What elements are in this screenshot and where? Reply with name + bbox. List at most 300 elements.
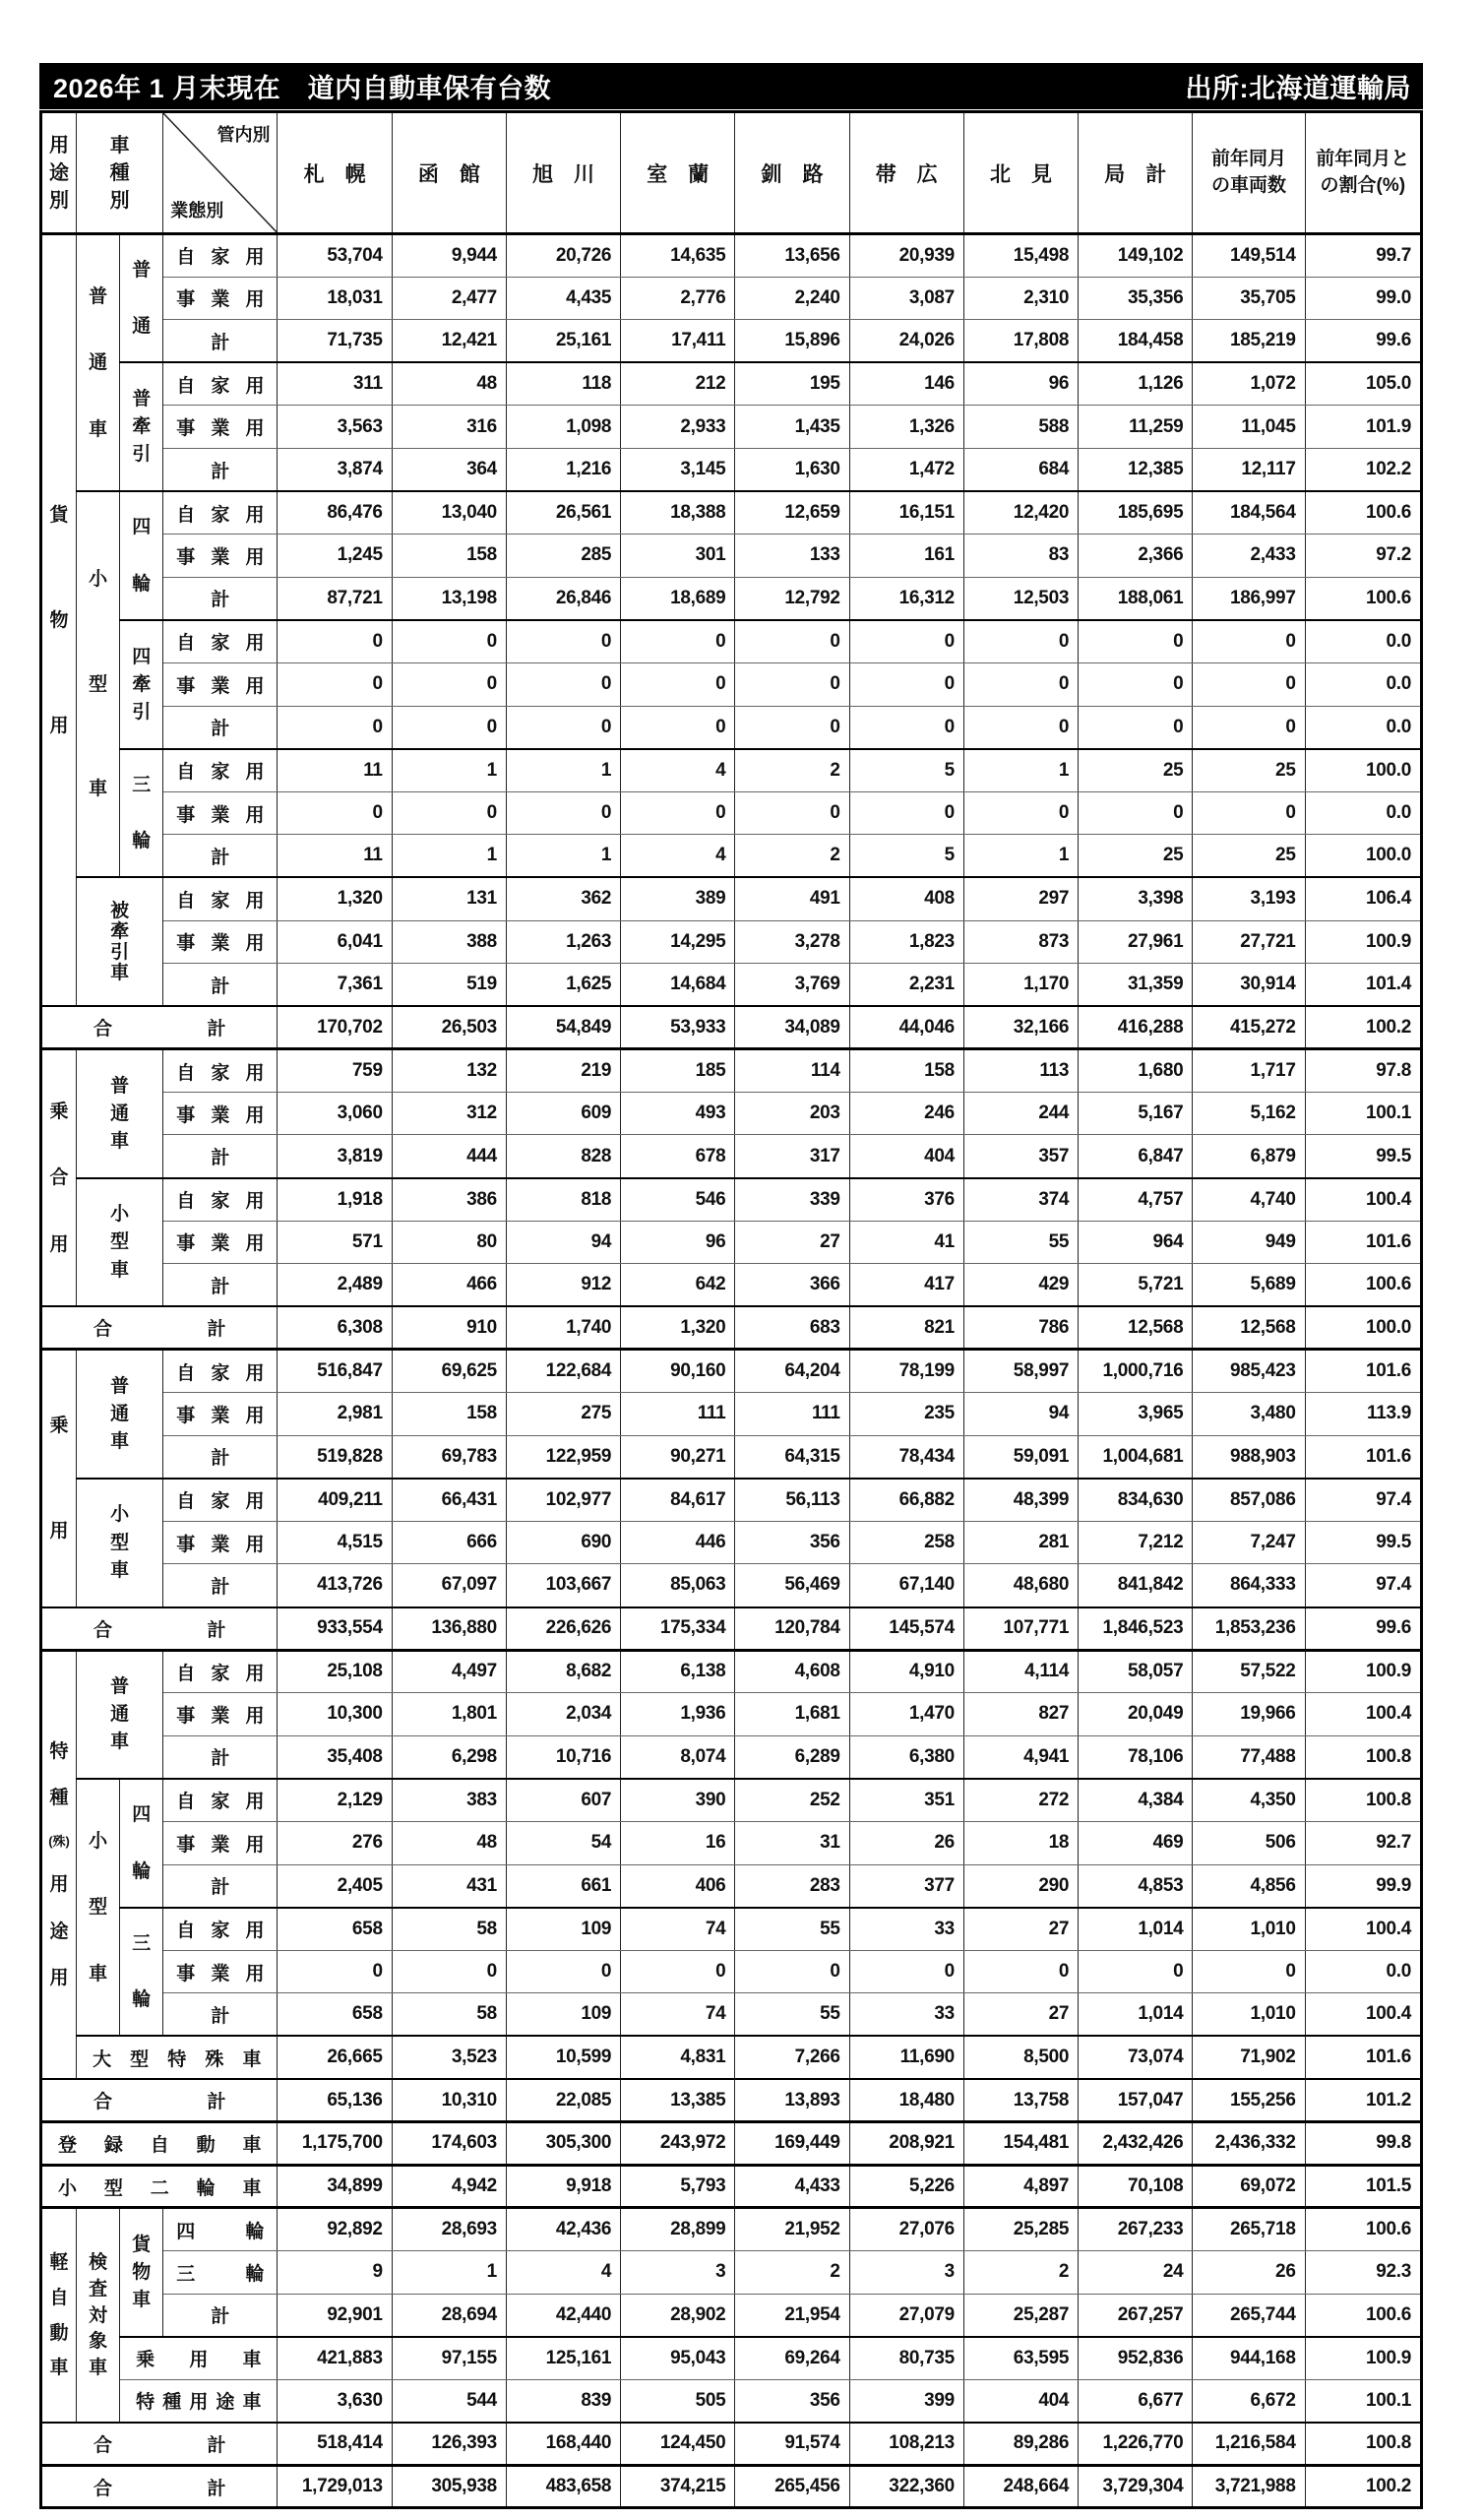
value-cell: 33 xyxy=(849,1908,963,1951)
table-row xyxy=(41,1435,1422,1479)
value-cell: 1,226,770 xyxy=(1079,2423,1193,2466)
label-char: 用 xyxy=(245,289,265,311)
label-char: 計 xyxy=(207,2478,226,2499)
label-char: 事 xyxy=(176,418,196,440)
value-cell: 1 xyxy=(963,835,1078,878)
value-cell: 95,043 xyxy=(621,2337,735,2380)
value-cell: 1,846,523 xyxy=(1079,1607,1193,1651)
value-cell: 5,689 xyxy=(1193,1264,1305,1307)
label-char: 業 xyxy=(211,1233,230,1255)
ratio-cell: 100.4 xyxy=(1305,1908,1421,1951)
col-header-office-asahikawa: 旭川 xyxy=(506,112,620,234)
value-cell: 14,295 xyxy=(621,920,735,964)
value-cell: 58 xyxy=(392,1993,506,2037)
value-cell: 58,057 xyxy=(1079,1650,1193,1693)
value-cell: 21,954 xyxy=(735,2294,849,2337)
value-cell: 69,625 xyxy=(392,1350,506,1393)
label-char: 業 xyxy=(211,418,230,440)
row-label xyxy=(163,234,278,278)
label-char: 大 xyxy=(93,2048,112,2070)
label-char: 家 xyxy=(211,890,230,912)
value-cell: 12,503 xyxy=(963,577,1078,620)
value-cell: 91,574 xyxy=(735,2423,849,2466)
value-cell: 683 xyxy=(735,1306,849,1350)
value-cell: 7,212 xyxy=(1079,1521,1193,1564)
value-cell: 169,449 xyxy=(735,2122,849,2166)
value-cell: 0 xyxy=(278,662,392,706)
table-row xyxy=(41,577,1422,620)
label-char: 事 xyxy=(176,675,196,697)
value-cell: 1 xyxy=(963,749,1078,792)
value-cell: 11,690 xyxy=(849,2036,963,2079)
value-cell: 1,435 xyxy=(735,406,849,449)
label-char: 普 xyxy=(132,259,152,281)
label-char: 用 xyxy=(189,2350,209,2371)
value-cell: 13,198 xyxy=(392,577,506,620)
table-row xyxy=(41,2294,1422,2337)
row-label xyxy=(163,1993,278,2037)
value-cell: 78,106 xyxy=(1079,1735,1193,1779)
label-char: 自 xyxy=(176,1491,196,1513)
value-cell: 248,664 xyxy=(963,2465,1078,2508)
value-cell: 15,896 xyxy=(735,320,849,363)
value-cell: 1,680 xyxy=(1079,1049,1193,1093)
row-label xyxy=(120,2379,278,2423)
label-char: 計 xyxy=(211,1448,230,1470)
value-cell: 6,138 xyxy=(621,1650,735,1693)
value-cell: 94 xyxy=(506,1221,620,1264)
value-cell: 24 xyxy=(1079,2250,1193,2294)
value-cell: 70,108 xyxy=(1079,2165,1193,2208)
value-cell: 28,693 xyxy=(392,2208,506,2251)
value-cell: 4,910 xyxy=(849,1650,963,1693)
table-row xyxy=(41,791,1422,835)
value-cell: 107,771 xyxy=(963,1607,1078,1651)
value-cell: 4,435 xyxy=(506,277,620,320)
label-char: 車 xyxy=(242,2048,262,2070)
table-row xyxy=(41,2208,1422,2251)
label-char: 二 xyxy=(150,2177,169,2199)
label-char: 事 xyxy=(176,1104,196,1126)
value-cell: 35,705 xyxy=(1193,277,1305,320)
value-cell: 519,828 xyxy=(278,1435,392,1479)
label-char: 自 xyxy=(176,1362,196,1384)
value-cell: 356 xyxy=(735,2379,849,2423)
label-char: 用 xyxy=(245,1921,265,1942)
value-cell: 1,326 xyxy=(849,406,963,449)
value-cell: 0 xyxy=(278,706,392,749)
value-cell: 26 xyxy=(1193,2250,1305,2294)
ratio-cell: 100.4 xyxy=(1305,1693,1421,1736)
table-row xyxy=(41,2337,1422,2380)
value-cell: 0 xyxy=(1193,620,1305,663)
value-cell: 267,233 xyxy=(1079,2208,1193,2251)
value-cell: 0 xyxy=(506,1950,620,1993)
label-char: 輪 xyxy=(132,573,152,595)
value-cell: 1,853,236 xyxy=(1193,1607,1305,1651)
value-cell: 44,046 xyxy=(849,1006,963,1049)
col-header-ratio: 前年同月と の割合(%) xyxy=(1305,112,1421,234)
value-cell: 12,117 xyxy=(1193,448,1305,491)
value-cell: 89,286 xyxy=(963,2423,1078,2466)
row-label xyxy=(41,1650,77,2079)
row-label xyxy=(163,1435,278,1479)
value-cell: 16 xyxy=(621,1821,735,1864)
table-row xyxy=(41,1350,1422,1393)
value-cell: 666 xyxy=(392,1521,506,1564)
value-cell: 6,380 xyxy=(849,1735,963,1779)
value-cell: 388 xyxy=(392,920,506,964)
value-cell: 3,060 xyxy=(278,1092,392,1135)
value-cell: 0 xyxy=(735,791,849,835)
value-cell: 1,936 xyxy=(621,1693,735,1736)
value-cell: 322,360 xyxy=(849,2465,963,2508)
value-cell: 226,626 xyxy=(506,1607,620,1651)
value-cell: 404 xyxy=(849,1135,963,1178)
col-header-bureau-total: 局計 xyxy=(1079,112,1193,234)
label-char: 計 xyxy=(211,1276,230,1297)
row-label xyxy=(163,362,278,406)
ratio-cell: 99.0 xyxy=(1305,277,1421,320)
value-cell: 161 xyxy=(849,535,963,578)
label-char: 計 xyxy=(207,1019,226,1040)
label-char: 業 xyxy=(211,804,230,826)
value-cell: 18,031 xyxy=(278,277,392,320)
ratio-cell: 101.9 xyxy=(1305,406,1421,449)
label-char: 用 xyxy=(245,804,265,826)
value-cell: 103,667 xyxy=(506,1564,620,1607)
value-cell: 0 xyxy=(621,620,735,663)
label-char: 動 xyxy=(49,2322,69,2344)
row-label xyxy=(163,1264,278,1307)
row-label xyxy=(41,234,77,1007)
value-cell: 491 xyxy=(735,877,849,920)
value-cell: 312 xyxy=(392,1092,506,1135)
value-cell: 58,997 xyxy=(963,1350,1078,1393)
row-label xyxy=(163,1650,278,1693)
value-cell: 4,853 xyxy=(1079,1864,1193,1908)
table-row xyxy=(41,2465,1422,2508)
label-char: 軽 xyxy=(49,2251,69,2273)
value-cell: 3,874 xyxy=(278,448,392,491)
row-label xyxy=(163,277,278,320)
value-cell: 0 xyxy=(849,791,963,835)
value-cell: 80 xyxy=(392,1221,506,1264)
value-cell: 0 xyxy=(1193,662,1305,706)
value-cell: 386 xyxy=(392,1178,506,1222)
value-cell: 421,883 xyxy=(278,2337,392,2380)
value-cell: 6,847 xyxy=(1079,1135,1193,1178)
label-char: 業 xyxy=(211,289,230,311)
label-char: 乗 xyxy=(49,1101,69,1122)
table-row xyxy=(41,491,1422,535)
value-cell: 133 xyxy=(735,535,849,578)
value-cell: 136,880 xyxy=(392,1607,506,1651)
label-char: 用 xyxy=(245,1663,265,1684)
label-char: 自 xyxy=(176,504,196,526)
label-char: 合 xyxy=(93,1319,113,1341)
value-cell: 0 xyxy=(1079,706,1193,749)
row-label xyxy=(163,1135,278,1178)
label-char: 用 xyxy=(245,1362,265,1384)
value-cell: 25 xyxy=(1079,749,1193,792)
label-char: 合 xyxy=(93,1619,113,1641)
value-cell: 188,061 xyxy=(1079,577,1193,620)
row-label xyxy=(77,491,120,877)
value-cell: 483,658 xyxy=(506,2465,620,2508)
value-cell: 54,849 xyxy=(506,1006,620,1049)
value-cell: 1 xyxy=(506,835,620,878)
value-cell: 4,942 xyxy=(392,2165,506,2208)
value-cell: 409,211 xyxy=(278,1479,392,1522)
ratio-cell: 97.8 xyxy=(1305,1049,1421,1093)
value-cell: 2 xyxy=(963,2250,1078,2294)
ratio-cell: 100.4 xyxy=(1305,1993,1421,2037)
value-cell: 1,320 xyxy=(278,877,392,920)
ratio-cell: 100.8 xyxy=(1305,1779,1421,1822)
value-cell: 18,480 xyxy=(849,2079,963,2122)
ratio-cell: 97.4 xyxy=(1305,1479,1421,1522)
value-cell: 149,102 xyxy=(1079,234,1193,278)
label-char: 用 xyxy=(49,1874,69,1896)
value-cell: 2,981 xyxy=(278,1393,392,1436)
value-cell: 26,503 xyxy=(392,1006,506,1049)
value-cell: 1 xyxy=(392,2250,506,2294)
label-char: 自 xyxy=(176,1921,196,1942)
ratio-cell: 100.6 xyxy=(1305,491,1421,535)
label-char: 家 xyxy=(211,375,230,397)
value-cell: 12,792 xyxy=(735,577,849,620)
value-cell: 0 xyxy=(278,791,392,835)
value-cell: 834,630 xyxy=(1079,1479,1193,1522)
ratio-cell: 101.2 xyxy=(1305,2079,1421,2122)
value-cell: 2,489 xyxy=(278,1264,392,1307)
label-char: 計 xyxy=(211,1148,230,1169)
value-cell: 25,287 xyxy=(963,2294,1078,2337)
value-cell: 283 xyxy=(735,1864,849,1908)
value-cell: 0 xyxy=(849,662,963,706)
value-cell: 86,476 xyxy=(278,491,392,535)
table-row xyxy=(41,1908,1422,1951)
label-char: 牽 xyxy=(110,920,130,942)
row-label xyxy=(77,1350,163,1479)
row-label xyxy=(77,234,120,492)
ratio-cell: 113.9 xyxy=(1305,1393,1421,1436)
value-cell: 5 xyxy=(849,835,963,878)
value-cell: 429 xyxy=(963,1264,1078,1307)
value-cell: 0 xyxy=(1193,791,1305,835)
table-row xyxy=(41,835,1422,878)
value-cell: 265,744 xyxy=(1193,2294,1305,2337)
value-cell: 71,902 xyxy=(1193,2036,1305,2079)
value-cell: 0 xyxy=(621,662,735,706)
value-cell: 42,436 xyxy=(506,2208,620,2251)
value-cell: 316 xyxy=(392,406,506,449)
value-cell: 357 xyxy=(963,1135,1078,1178)
value-cell: 157,047 xyxy=(1079,2079,1193,2122)
label-char: 用 xyxy=(49,1233,69,1255)
label-char: 用 xyxy=(245,633,265,655)
table-row xyxy=(41,448,1422,491)
label-char: 特 xyxy=(167,2048,187,2070)
value-cell: 27,079 xyxy=(849,2294,963,2337)
ratio-cell: 99.6 xyxy=(1305,1607,1421,1651)
label-char: 事 xyxy=(176,804,196,826)
label-char: 三 xyxy=(132,774,152,795)
value-cell: 20,049 xyxy=(1079,1693,1193,1736)
value-cell: 0 xyxy=(1193,1950,1305,1993)
row-label xyxy=(163,448,278,491)
label-char: 事 xyxy=(176,933,196,955)
value-cell: 3,278 xyxy=(735,920,849,964)
value-cell: 2,432,426 xyxy=(1079,2122,1193,2166)
label-char: 特 xyxy=(49,1740,69,1762)
value-cell: 3 xyxy=(849,2250,963,2294)
label-char: 用 xyxy=(245,546,265,568)
value-cell: 2,129 xyxy=(278,1779,392,1822)
row-label xyxy=(41,2165,278,2208)
row-label xyxy=(163,2208,278,2251)
diag-label-jurisdiction: 管内別 xyxy=(216,125,271,145)
label-char: 通 xyxy=(110,1404,130,1425)
value-cell: 546 xyxy=(621,1178,735,1222)
value-cell: 506 xyxy=(1193,1821,1305,1864)
value-cell: 108,213 xyxy=(849,2423,963,2466)
ratio-cell: 100.0 xyxy=(1305,749,1421,792)
ratio-cell: 100.6 xyxy=(1305,2208,1421,2251)
row-label xyxy=(163,2250,278,2294)
ratio-cell: 0.0 xyxy=(1305,706,1421,749)
value-cell: 12,568 xyxy=(1193,1306,1305,1350)
table-row xyxy=(41,362,1422,406)
ratio-cell: 99.5 xyxy=(1305,1135,1421,1178)
value-cell: 13,040 xyxy=(392,491,506,535)
label-char: 用 xyxy=(189,2392,209,2414)
value-cell: 408 xyxy=(849,877,963,920)
label-char: 通 xyxy=(89,352,108,374)
label-char: 車 xyxy=(110,1732,130,1753)
value-cell: 4,497 xyxy=(392,1650,506,1693)
row-label xyxy=(41,1607,278,1651)
value-cell: 42,440 xyxy=(506,2294,620,2337)
value-cell: 3,480 xyxy=(1193,1393,1305,1436)
value-cell: 1,470 xyxy=(849,1693,963,1736)
value-cell: 26,665 xyxy=(278,2036,392,2079)
value-cell: 33 xyxy=(849,1993,963,2037)
value-cell: 97,155 xyxy=(392,2337,506,2380)
row-label xyxy=(163,1049,278,1093)
value-cell: 22,085 xyxy=(506,2079,620,2122)
label-char: 被 xyxy=(110,900,130,921)
value-cell: 518,414 xyxy=(278,2423,392,2466)
value-cell: 446 xyxy=(621,1521,735,1564)
ratio-cell: 101.6 xyxy=(1305,2036,1421,2079)
value-cell: 48 xyxy=(392,362,506,406)
table-row xyxy=(41,877,1422,920)
table-row xyxy=(41,1479,1422,1522)
label-char: 動 xyxy=(196,2134,216,2156)
label-char: 合 xyxy=(49,1167,69,1189)
value-cell: 113 xyxy=(963,1049,1078,1093)
label-char: 物 xyxy=(49,609,69,631)
value-cell: 145,574 xyxy=(849,1607,963,1651)
value-cell: 154,481 xyxy=(963,2122,1078,2166)
value-cell: 1,823 xyxy=(849,920,963,964)
label-char: 車 xyxy=(242,2392,262,2414)
label-char: 自 xyxy=(176,1062,196,1084)
value-cell: 0 xyxy=(1079,1950,1193,1993)
label-char: 普 xyxy=(132,388,152,410)
value-cell: 184,564 xyxy=(1193,491,1305,535)
value-cell: 2,034 xyxy=(506,1693,620,1736)
value-cell: 8,500 xyxy=(963,2036,1078,2079)
label-char: 三 xyxy=(176,2263,196,2285)
ratio-cell: 99.5 xyxy=(1305,1521,1421,1564)
value-cell: 1,801 xyxy=(392,1693,506,1736)
value-cell: 118 xyxy=(506,362,620,406)
value-cell: 0 xyxy=(621,1950,735,1993)
label-char: 途 xyxy=(216,2392,235,2414)
value-cell: 8,682 xyxy=(506,1650,620,1693)
value-cell: 339 xyxy=(735,1178,849,1222)
label-char: 計 xyxy=(211,590,230,611)
value-cell: 404 xyxy=(963,2379,1078,2423)
label-char: 型 xyxy=(89,673,108,695)
label-char: 自 xyxy=(150,2134,169,2156)
table-row xyxy=(41,662,1422,706)
value-cell: 2,477 xyxy=(392,277,506,320)
value-cell: 20,726 xyxy=(506,234,620,278)
ratio-cell: 101.6 xyxy=(1305,1350,1421,1393)
value-cell: 6,298 xyxy=(392,1735,506,1779)
value-cell: 1,263 xyxy=(506,920,620,964)
label-char: 型 xyxy=(89,1897,108,1919)
value-cell: 276 xyxy=(278,1821,392,1864)
label-char: 用 xyxy=(245,375,265,397)
row-label xyxy=(120,1908,163,2037)
value-cell: 15,498 xyxy=(963,234,1078,278)
table-row xyxy=(41,2379,1422,2423)
value-cell: 13,893 xyxy=(735,2079,849,2122)
value-cell: 13,385 xyxy=(621,2079,735,2122)
value-cell: 1,729,013 xyxy=(278,2465,392,2508)
value-cell: 6,672 xyxy=(1193,2379,1305,2423)
ratio-cell: 100.2 xyxy=(1305,2465,1421,2508)
value-cell: 11,045 xyxy=(1193,406,1305,449)
label-char: 輪 xyxy=(132,1860,152,1882)
value-cell: 34,899 xyxy=(278,2165,392,2208)
value-cell: 7,247 xyxy=(1193,1521,1305,1564)
value-cell: 3,721,988 xyxy=(1193,2465,1305,2508)
row-label xyxy=(163,577,278,620)
label-char: 用 xyxy=(245,504,265,526)
label-char: 車 xyxy=(110,1559,130,1581)
label-char: 業 xyxy=(211,1405,230,1426)
col-header-diagonal xyxy=(163,112,278,234)
label-char: 計 xyxy=(211,1576,230,1598)
value-cell: 27 xyxy=(963,1993,1078,2037)
label-char: 用 xyxy=(245,1062,265,1084)
table-row xyxy=(41,320,1422,363)
label-char: 家 xyxy=(211,1362,230,1384)
value-cell: 821 xyxy=(849,1306,963,1350)
label-char: 用 xyxy=(245,933,265,955)
value-cell: 1,740 xyxy=(506,1306,620,1350)
label-char: 家 xyxy=(211,1062,230,1084)
header-row xyxy=(41,112,1422,234)
value-cell: 6,289 xyxy=(735,1735,849,1779)
value-cell: 678 xyxy=(621,1135,735,1178)
